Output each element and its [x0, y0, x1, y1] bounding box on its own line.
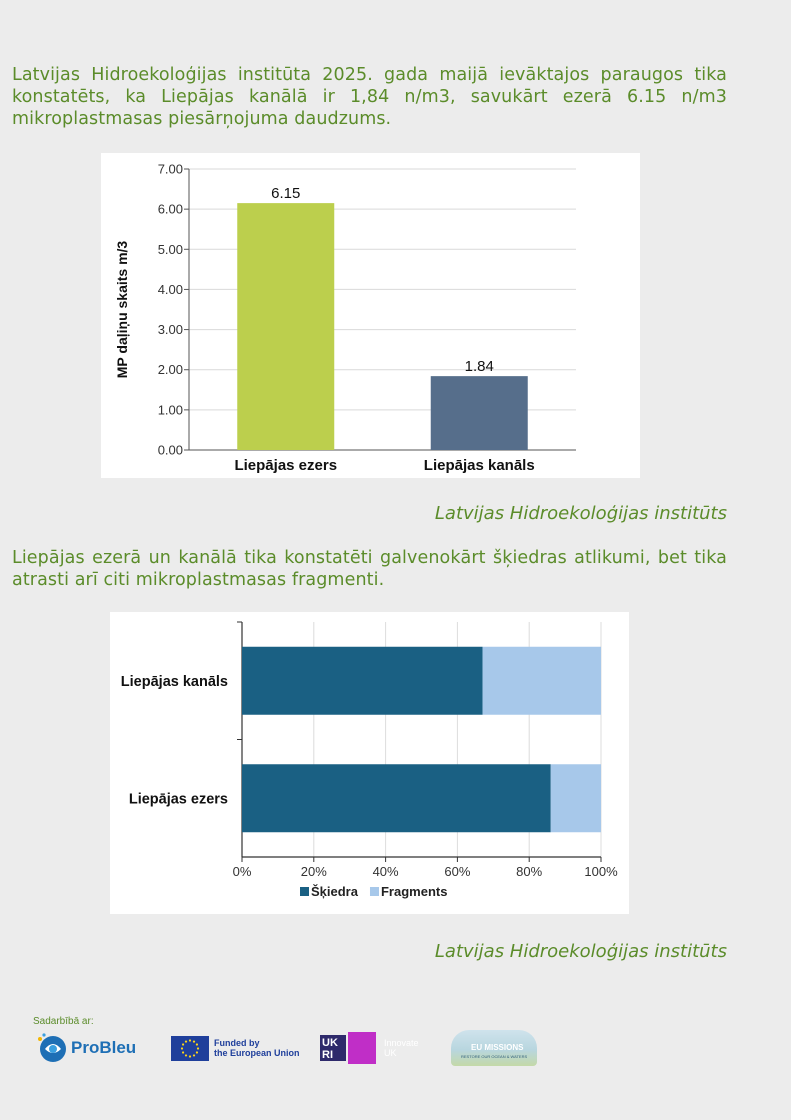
bar-segment: [242, 764, 551, 832]
ukri-innovate-logo: [320, 1028, 419, 1068]
bar: [237, 203, 334, 450]
y-tick-label: 2.00: [157, 362, 183, 378]
bar-segment: [551, 764, 601, 832]
legend-label: Fragments: [380, 884, 448, 899]
probleu-wordmark: ProBleu: [71, 1038, 137, 1057]
x-tick-label: 80%: [516, 864, 543, 879]
y-tick-label: 5.00: [157, 241, 183, 257]
source-caption-1: Latvijas Hidroekoloģijas institūts: [434, 503, 727, 524]
legend-swatch: [370, 887, 379, 896]
eu-funded-logo: [171, 1028, 300, 1068]
x-tick-label: 60%: [444, 864, 471, 879]
eu-missions-text: EU MISSIONS: [471, 1043, 524, 1052]
y-tick-label: 3.00: [157, 322, 183, 338]
stacked-bar-chart-svg: [110, 612, 629, 914]
category-label: Liepājas ezers: [234, 457, 338, 474]
x-tick-label: 40%: [372, 864, 399, 879]
innovate-line1: Innovate: [384, 1038, 419, 1048]
probleu-icon: [35, 1031, 69, 1065]
eu-missions-logo: [451, 1028, 537, 1068]
eu-missions-sub: RESTORE OUR OCEAN & WATERS: [461, 1054, 528, 1059]
category-label: Liepājas ezers: [128, 791, 228, 808]
bar-segment: [242, 647, 483, 715]
bar-chart-svg: [101, 153, 640, 478]
eu-flag-icon: [171, 1036, 209, 1061]
composition-paragraph: Liepājas ezerā un kanālā tika konstatēti galvenokārt šķiedras atlikumi, bet tika atrasti arī citi mikroplastmasas fragmenti.: [12, 548, 727, 590]
y-tick-label: 0.00: [157, 442, 183, 458]
bar: [431, 376, 528, 450]
eu-missions-badge: [451, 1030, 537, 1066]
eu-funded-line1: Funded by: [214, 1038, 260, 1048]
probleu-logo: [35, 1028, 136, 1068]
partners-label: Sadarbībā ar:: [33, 1016, 94, 1027]
bar-chart-mp-count: [101, 153, 640, 478]
source-caption-2: Latvijas Hidroekoloģijas institūts: [434, 941, 727, 962]
bar-segment: [483, 647, 601, 715]
innovate-line2: UK: [384, 1048, 397, 1058]
x-tick-label: 20%: [300, 864, 327, 879]
category-label: Liepājas kanāls: [120, 673, 228, 690]
y-tick-label: 7.00: [157, 161, 183, 177]
x-tick-label: 100%: [584, 864, 618, 879]
intro-paragraph: Latvijas Hidroekoloģijas institūta 2025. gada maijā ievāktajos paraugos tika konstatēts, ka Liepājas kanālā ir 1,84 n/m3, savukārt ezerā 6.15 n/m3 mikroplastmasas piesārņojuma daudzums.: [12, 65, 727, 129]
y-tick-label: 1.00: [157, 402, 183, 418]
data-label: 6.15: [271, 185, 301, 203]
ukri-icon: [320, 1032, 378, 1064]
legend-label: Šķiedra: [311, 884, 358, 899]
stacked-bar-chart-composition: [110, 612, 629, 914]
category-label: Liepājas kanāls: [423, 457, 535, 474]
ukri-mark-bottom: RI: [322, 1049, 333, 1061]
y-axis-title: MP daļiņu skaits m/3: [114, 240, 130, 379]
y-tick-label: 4.00: [157, 281, 183, 297]
x-tick-label: 0%: [232, 864, 252, 879]
data-label: 1.84: [464, 358, 494, 376]
y-tick-label: 6.00: [157, 201, 183, 217]
eu-funded-line2: the European Union: [214, 1048, 300, 1058]
legend-swatch: [300, 887, 309, 896]
ukri-mark-top: UK: [322, 1037, 338, 1049]
